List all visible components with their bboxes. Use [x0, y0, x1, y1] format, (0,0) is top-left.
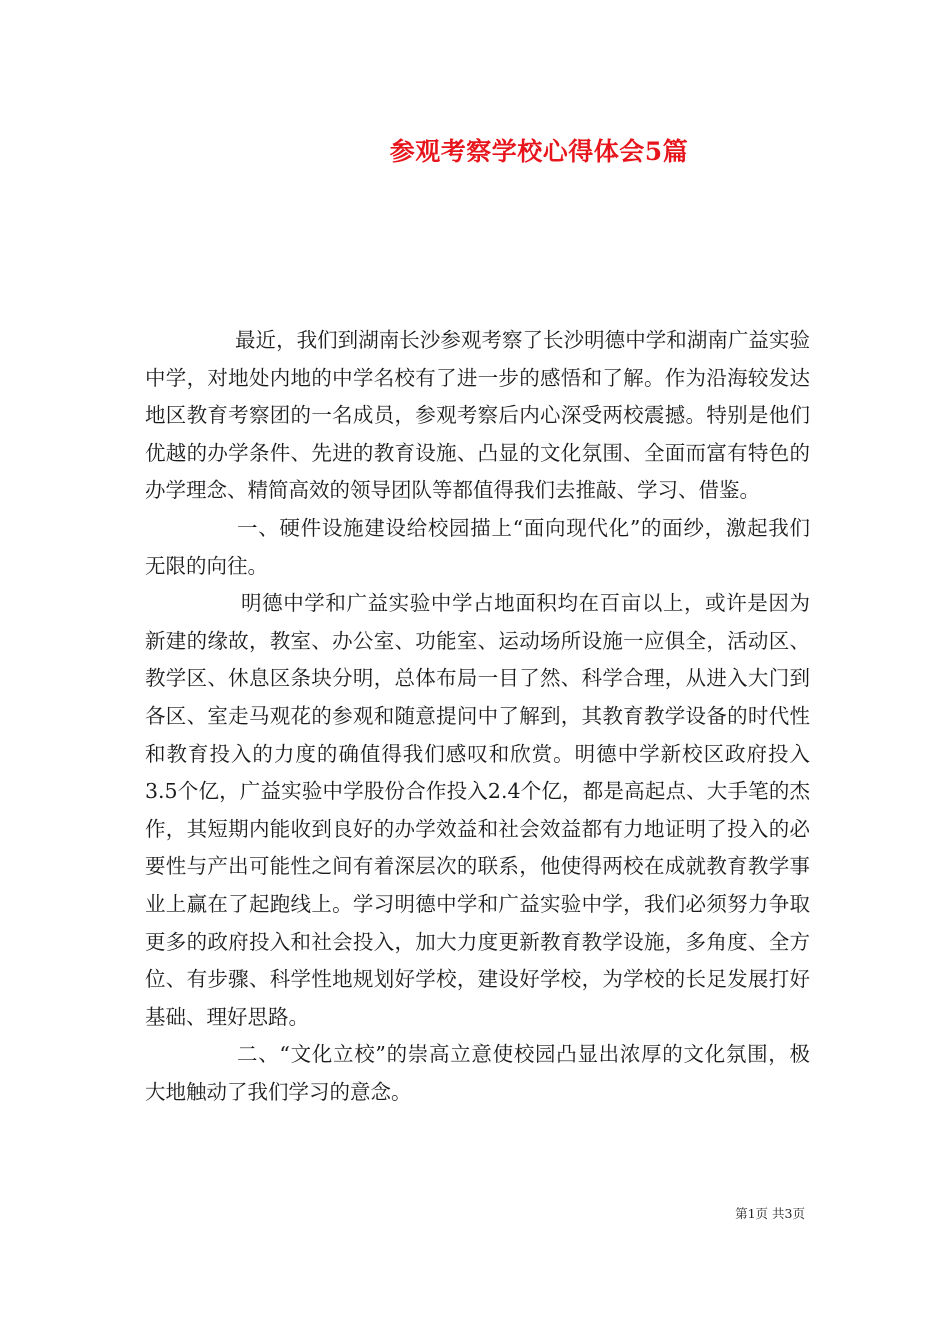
- paragraph-intro: 最近，我们到湖南长沙参观考察了长沙明德中学和湖南广益实验中学，对地处内地的中学名校有了进一步的感悟和了解。作为沿海较发达地区教育考察团的一名成员，参观考察后内心深受两校震撼。特别是他们优越的办学条件、先进的教育设施、凸显的文化氛围、全面而富有特色的办学理念、精简高效的领导团队等都值得我们去推敲、学习、借鉴。: [145, 328, 810, 503]
- section-heading-culture: 二、“文化立校”的崇高立意使校园凸显出浓厚的文化氛围，极大地触动了我们学习的意念。: [145, 1042, 810, 1104]
- section-heading-hardware: 一、硬件设施建设给校园描上“面向现代化”的面纱，激起我们无限的向往。: [145, 515, 810, 578]
- paragraph-hardware: 明德中学和广益实验中学占地面积均在百亩以上，或许是因为新建的缘故，教室、办公室、功能室、运动场所设施一应俱全，活动区、教学区、休息区条块分明，总体布局一目了然、科学合理，从进入大门到各区、室走马观花的参观和随意提问中了解到，其教育教学设备的时代性和教育投入的力度的确值得我们感叹和欣赏。明德中学新校区政府投入3.5个亿，广益实验中学股份合作投入2.4个亿，都是高起点、大手笔的杰作，其短期内能收到良好的办学效益和社会效益都有力地证明了投入的必要性与产出可能性之间有着深层次的联系，他使得两校在成就教育教学事业上赢在了起跑线上。学习明德中学和广益实验中学，我们必须努力争取更多的政府投入和社会投入，加大力度更新教育教学设施，多角度、全方位、有步骤、科学性地规划好学校，建设好学校，为学校的长足发展打好基础、理好思路。: [145, 591, 810, 1029]
- document-body: [145, 322, 810, 1111]
- document-title: 参观考察学校心得体会5篇: [389, 137, 689, 166]
- page-number-footer: 第1页 共3页: [735, 1206, 805, 1221]
